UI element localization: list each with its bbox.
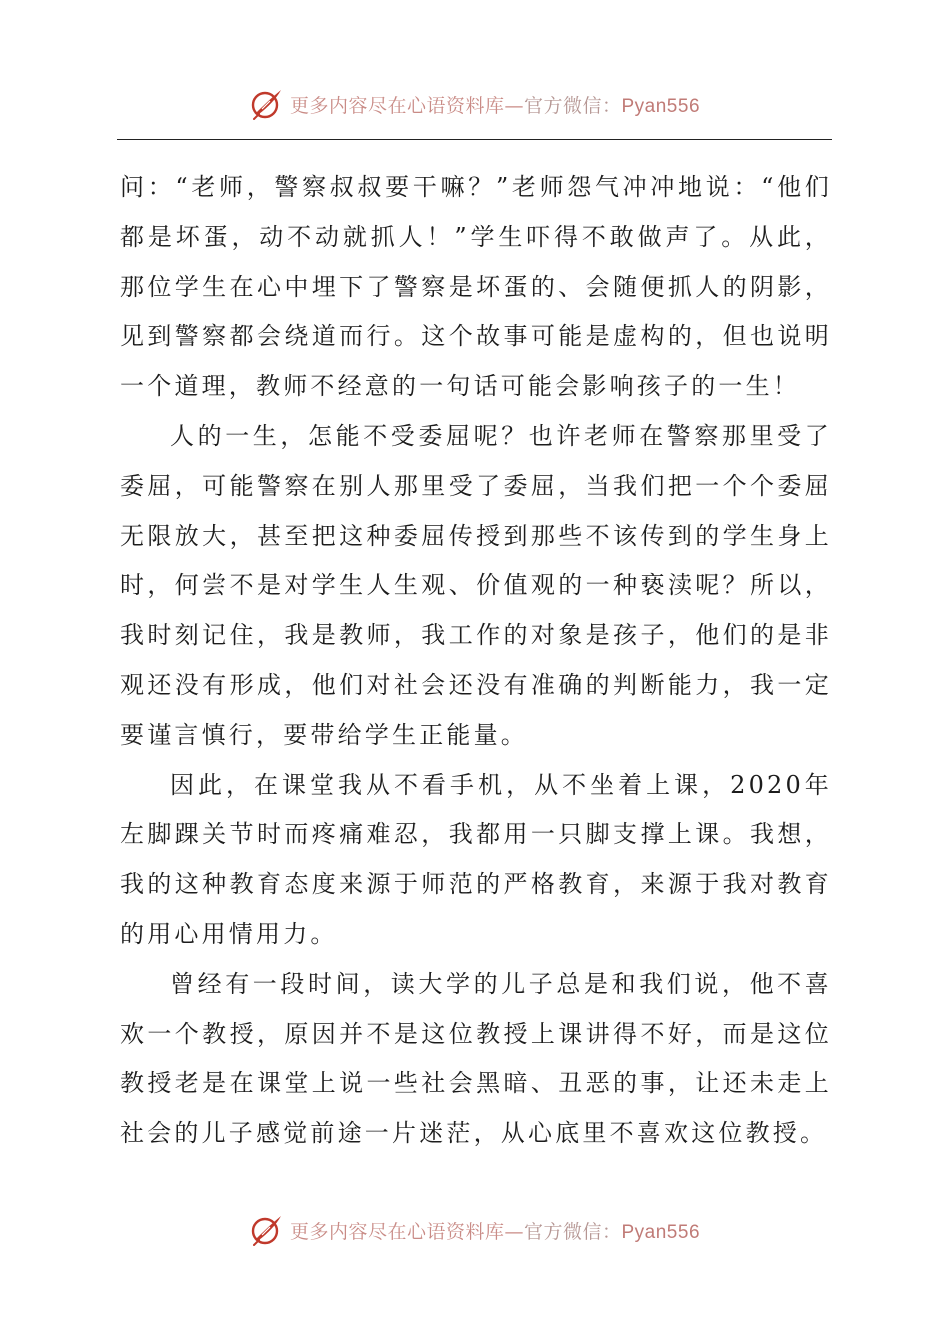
banner-site-name: 更多内容尽在心语资料库 bbox=[289, 1220, 505, 1243]
paragraph: 问：“老师，警察叔叔要干嘛？”老师怨气冲冲地说：“他们都是坏蛋，动不动就抓人！”学生吓得不敢做声了。从此，那位学生在心中埋下了警察是坏蛋的、会随便抓人的阴影，见到警察都会绕道而行。这个故事可能是虚构的，但也说明一个道理，教师不经意的一句话可能会影响孩子的一生！ bbox=[120, 173, 832, 401]
banner-separator: — bbox=[504, 1220, 524, 1243]
paragraph: 人的一生，怎能不受委屈呢？也许老师在警察那里受了委屈，可能警察在别人那里受了委屈，当我们把一个个委屈无限放大，甚至把这种委屈传授到那些不该传到的学生身上时，何尝不是对学生人生观、价值观的一种亵渎呢？所以，我时刻记住，我是教师，我工作的对象是孩子，他们的是非观还没有形成，他们对社会还没有准确的判断能力，我一定要谨言慎行，要带给学生正能量。 bbox=[120, 421, 832, 749]
banner-wechat-account: Pyan556 bbox=[621, 95, 701, 117]
header-banner bbox=[0, 84, 950, 124]
banner-wechat-label: 官方微信： bbox=[523, 94, 622, 117]
banner-site-name: 更多内容尽在心语资料库 bbox=[289, 94, 505, 117]
banner-separator: — bbox=[504, 94, 524, 117]
banner-wechat-label: 官方微信： bbox=[523, 1220, 622, 1243]
quill-logo-icon bbox=[250, 87, 284, 121]
paragraph: 因此，在课堂我从不看手机，从不坐着上课，2020年左脚踝关节时而疼痛难忍，我都用一只脚支撑上课。我想，我的这种教育态度来源于师范的严格教育，来源于我对教育的用心用情用力。 bbox=[120, 770, 832, 948]
banner-text bbox=[290, 1217, 700, 1244]
banner-text bbox=[290, 91, 700, 118]
paragraph: 曾经有一段时间，读大学的儿子总是和我们说，他不喜欢一个教授，原因并不是这位教授上课讲得不好，而是这位教授老是在课堂上说一些社会黑暗、丑恶的事，让还未走上社会的儿子感觉前途一片迷茫，从心底里不喜欢这位教授。 bbox=[120, 969, 832, 1148]
document-body bbox=[120, 163, 832, 1159]
header-divider bbox=[117, 139, 832, 140]
banner-wechat-account: Pyan556 bbox=[621, 1221, 701, 1243]
quill-logo-icon bbox=[250, 1213, 284, 1247]
footer-banner bbox=[0, 1210, 950, 1250]
